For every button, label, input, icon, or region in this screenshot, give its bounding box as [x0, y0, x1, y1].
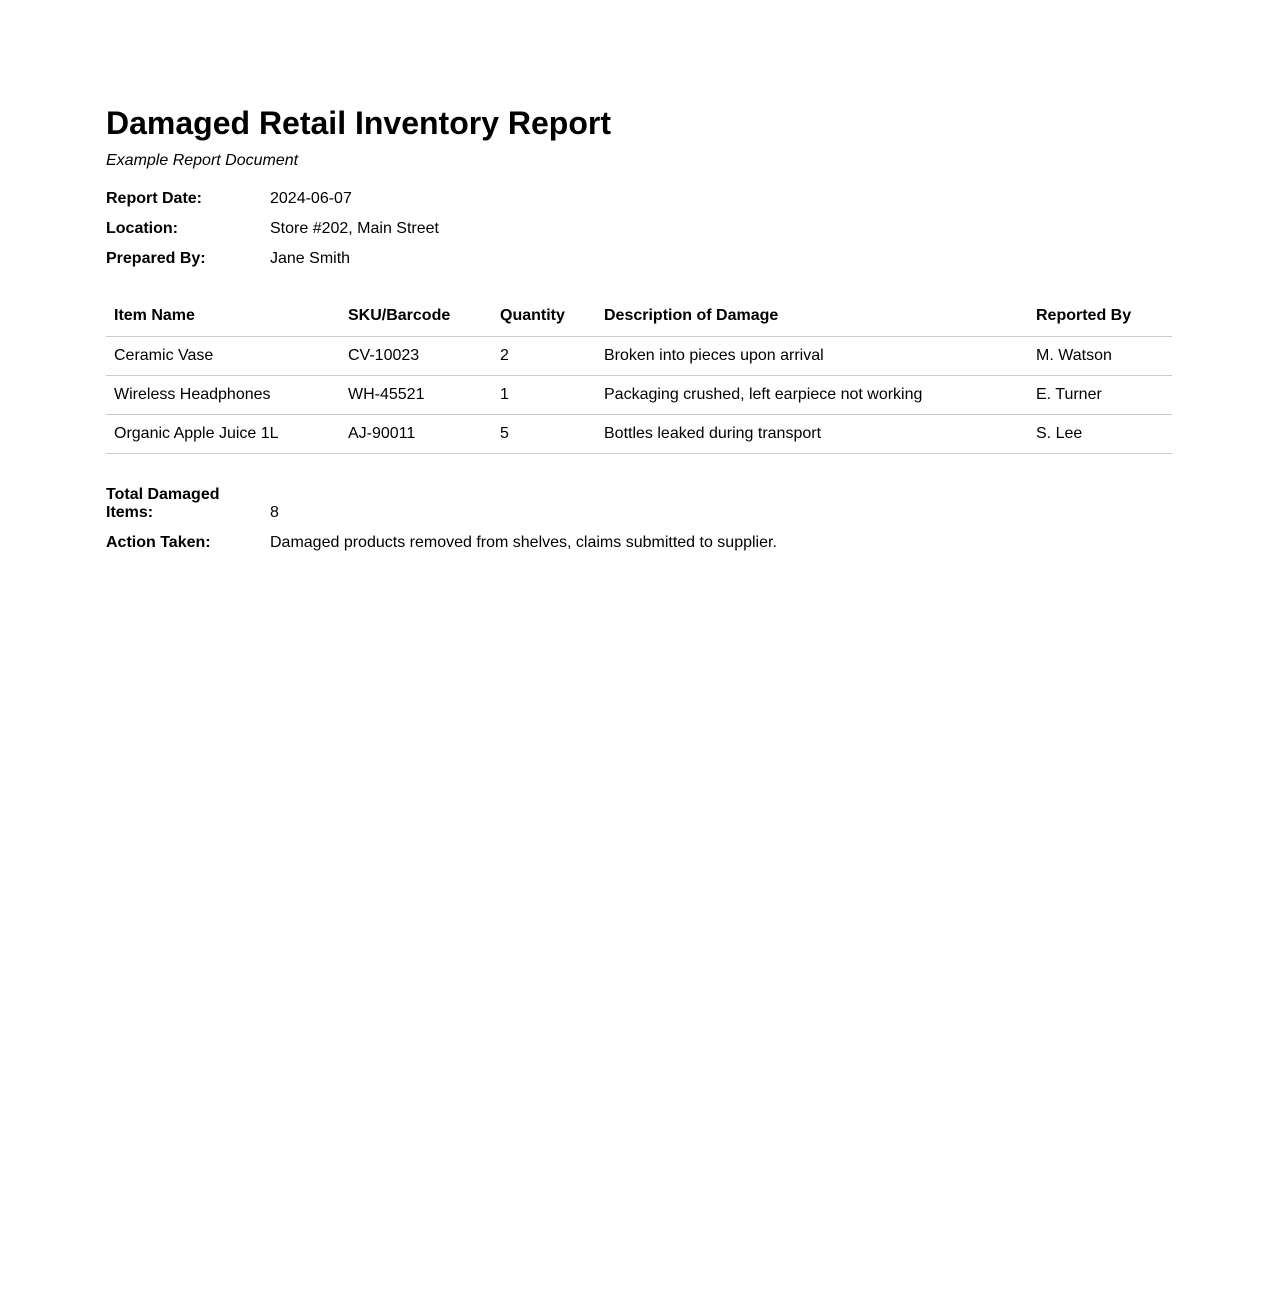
location-value: Store #202, Main Street — [270, 220, 439, 237]
summary-row-total — [106, 486, 1172, 522]
cell-reported-by: M. Watson — [1028, 337, 1172, 376]
action-taken-value: Damaged products removed from shelves, claims submitted to supplier. — [270, 534, 777, 551]
cell-description: Bottles leaked during transport — [596, 415, 1028, 454]
column-header-item-name: Item Name — [106, 296, 340, 337]
cell-description: Packaging crushed, left earpiece not working — [596, 376, 1028, 415]
column-header-description: Description of Damage — [596, 296, 1028, 337]
total-damaged-value: 8 — [270, 504, 279, 521]
cell-sku: AJ-90011 — [340, 415, 492, 454]
report-page — [0, 0, 1278, 552]
table-header-row — [106, 296, 1172, 337]
column-header-sku: SKU/Barcode — [340, 296, 492, 337]
cell-quantity: 5 — [492, 415, 596, 454]
cell-item-name: Ceramic Vase — [106, 337, 340, 376]
summary-row-action — [106, 534, 1172, 552]
location-label: Location: — [106, 220, 178, 237]
cell-item-name: Wireless Headphones — [106, 376, 340, 415]
prepared-by-label: Prepared By: — [106, 250, 206, 267]
page-title: Damaged Retail Inventory Report — [106, 105, 611, 141]
cell-reported-by: S. Lee — [1028, 415, 1172, 454]
cell-sku: WH-45521 — [340, 376, 492, 415]
table-row — [106, 376, 1172, 415]
cell-item-name: Organic Apple Juice 1L — [106, 415, 340, 454]
meta-row-report-date — [106, 190, 1172, 208]
prepared-by-value: Jane Smith — [270, 250, 351, 267]
total-damaged-label: Total Damaged Items: — [106, 486, 220, 521]
report-summary — [106, 486, 1172, 552]
cell-quantity: 2 — [492, 337, 596, 376]
report-date-value: 2024-06-07 — [270, 190, 352, 207]
damaged-items-table — [106, 296, 1172, 454]
cell-description: Broken into pieces upon arrival — [596, 337, 1028, 376]
cell-quantity: 1 — [492, 376, 596, 415]
action-taken-label: Action Taken: — [106, 534, 211, 551]
cell-sku: CV-10023 — [340, 337, 492, 376]
report-date-label: Report Date: — [106, 190, 203, 207]
meta-row-location — [106, 220, 1172, 238]
table-row — [106, 415, 1172, 454]
column-header-reported-by: Reported By — [1028, 296, 1172, 337]
report-meta — [106, 190, 1172, 268]
cell-reported-by: E. Turner — [1028, 376, 1172, 415]
page-subtitle: Example Report Document — [106, 152, 299, 169]
column-header-quantity: Quantity — [492, 296, 596, 337]
table-row — [106, 337, 1172, 376]
meta-row-prepared-by — [106, 250, 1172, 268]
